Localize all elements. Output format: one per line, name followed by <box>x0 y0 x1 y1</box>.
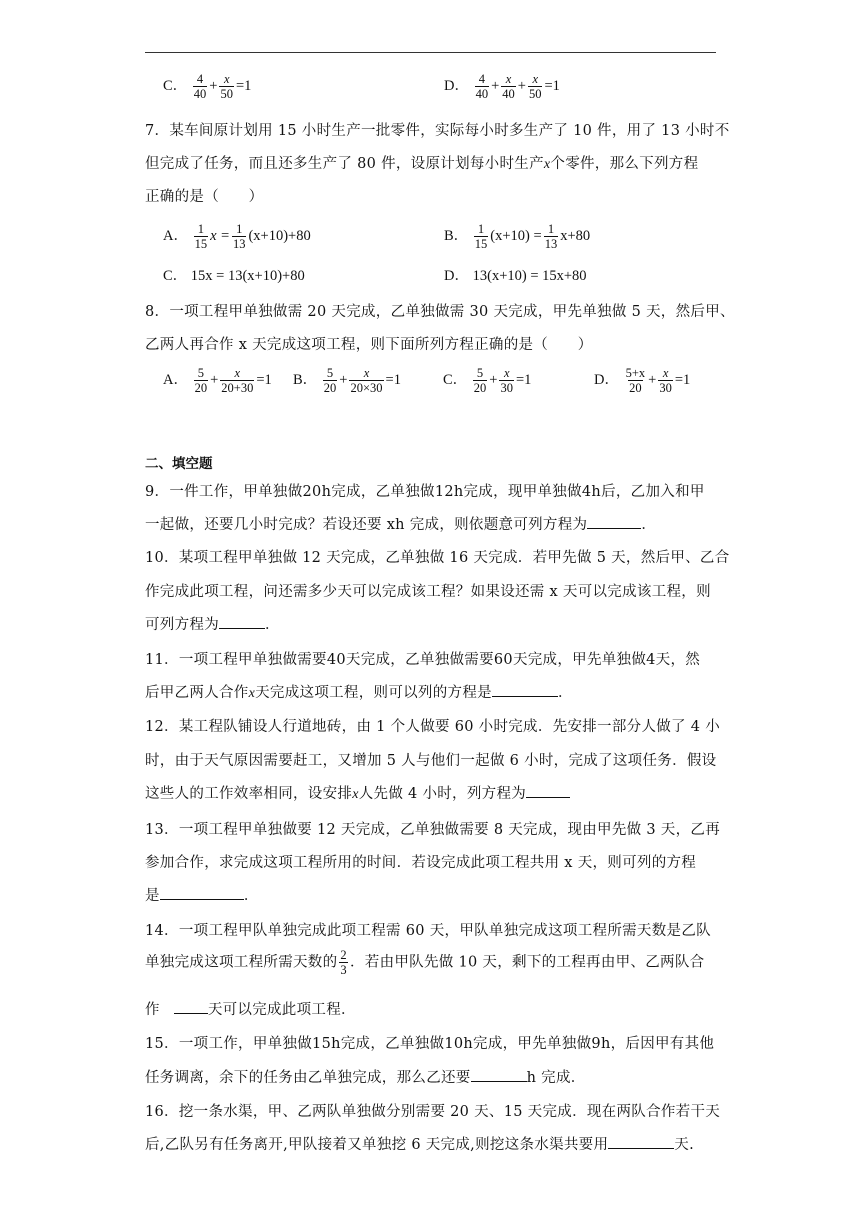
denominator: 50 <box>528 87 542 101</box>
text: h 完成． <box>526 1070 586 1086</box>
q11-line1: 11．一项工程甲单独做需要40天完成，乙单独做需要60天完成，甲先单独做4天，然 <box>145 652 701 668</box>
equation-rhs: =1 <box>674 371 691 388</box>
fraction <box>323 366 338 395</box>
option-label: B． <box>444 227 469 244</box>
fraction <box>625 366 647 395</box>
q14-line3 <box>145 998 356 1019</box>
q12-line1: 12．某工程队铺设人行道地砖，由 1 个人做要 60 小时完成．先安排一部分人做了 4 小 <box>145 719 721 735</box>
denominator: 30 <box>659 381 672 395</box>
text: 但完成了任务，而且还多生产了 80 件，设原计划每小时生产 <box>145 156 544 172</box>
text: 一起做，还要几小时完成？若设还要 xh 完成，则依题意可列方程为 <box>145 517 588 533</box>
fraction <box>219 72 234 101</box>
numerator: 1 <box>547 222 555 236</box>
section-heading: 二、填空题 <box>145 456 213 472</box>
numerator: 2 <box>340 948 347 962</box>
equation-rhs: =1 <box>385 371 401 388</box>
variable: x <box>352 787 359 802</box>
denominator: 3 <box>340 963 347 977</box>
fraction <box>499 366 514 395</box>
q12-line2: 时，由于天气原因需要赶工，又增加 5 人与他们一起做 6 小时，完成了这项任务．假设 <box>145 753 717 769</box>
header-rule <box>145 52 716 53</box>
q8-option-b[interactable]: B． $\frac{5}{20}$ + $\frac{x}{20\times 30}$ =1 <box>293 366 401 395</box>
denominator: 15 <box>474 237 488 251</box>
fraction <box>658 366 673 395</box>
fraction <box>194 222 209 251</box>
text: ． <box>243 888 259 904</box>
q13-line3 <box>145 884 259 905</box>
q14-line2 <box>145 948 704 977</box>
q16-line1: 16．挖一条水渠，甲、乙两队单独做分别需要 20 天、15 天完成．现在两队合作若干天 <box>145 1104 721 1120</box>
text: ．若由甲队先做 10 天，剩下的工程再由甲、乙两队合 <box>349 954 705 971</box>
q7-option-c[interactable] <box>163 264 305 285</box>
answer-blank[interactable] <box>587 514 641 529</box>
q13-line1: 13．一项工程甲单独做要 12 天完成，乙单独做需要 8 天完成，现由甲先做 3 天，乙再 <box>145 822 721 838</box>
option-label: A． <box>163 227 188 244</box>
numerator: 1 <box>236 222 243 236</box>
q7-option-d[interactable] <box>444 264 587 285</box>
fraction <box>501 72 516 101</box>
denominator: 15 <box>194 237 208 251</box>
numerator: 5 <box>326 366 334 380</box>
equation-rhs: =1 <box>256 371 272 388</box>
text: 天. <box>674 1137 694 1153</box>
fraction <box>232 222 247 251</box>
denominator: 20+30 <box>221 381 254 395</box>
q10-line1: 10．某项工程甲单独做 12 天完成，乙单独做 16 天完成．若甲先做 5 天，然后甲、乙合 <box>145 550 730 566</box>
text: 人先做 4 小时，列方程为 <box>358 786 527 802</box>
denominator: 30 <box>500 381 513 395</box>
q11-line2 <box>145 681 573 702</box>
fraction <box>475 72 490 101</box>
fraction <box>473 366 488 395</box>
answer-blank[interactable] <box>471 1067 527 1082</box>
fraction <box>220 366 254 395</box>
q7-line3: 正确的是（ ） <box>145 189 264 205</box>
q7-line2 <box>145 152 698 173</box>
fraction <box>339 948 348 977</box>
text: 单独完成这项工程所需天数的 <box>145 954 338 971</box>
answer-blank[interactable] <box>160 885 244 900</box>
denominator: 40 <box>475 87 489 101</box>
q8-line1: 8．一项工程甲单独做需 20 天完成，乙单独做需 30 天完成，甲先单独做 5 天，然后甲、 <box>145 304 735 320</box>
answer-blank[interactable] <box>492 682 558 697</box>
denominator: 20×30 <box>350 381 383 395</box>
text: ． <box>641 517 657 533</box>
equation-rhs: =1 <box>544 77 560 94</box>
numerator: 1 <box>477 222 485 236</box>
numerator: x <box>234 366 241 380</box>
option-label: B． <box>293 371 318 388</box>
answer-blank[interactable] <box>608 1134 674 1149</box>
numerator: 1 <box>197 222 204 236</box>
fraction <box>528 72 543 101</box>
q6-option-d[interactable]: D． $\frac{4}{40}$ + $\frac{x}{40}$ + $\frac{x}{50}$ =1 <box>444 72 560 101</box>
fraction <box>349 366 383 395</box>
text: 作 <box>145 1002 160 1018</box>
denominator: 20 <box>194 381 208 395</box>
q6-option-c[interactable]: C． $\frac{4}{40}$ + $\frac{x}{50}$ =1 <box>163 72 252 101</box>
fraction <box>544 222 559 251</box>
equation: 15x = 13(x+10)+80 <box>190 268 305 284</box>
option-label: C． <box>443 371 468 388</box>
numerator: 4 <box>196 72 204 86</box>
text: ． <box>265 617 280 633</box>
option-label: C． <box>163 268 188 284</box>
option-label: D． <box>444 77 469 94</box>
q13-line2: 参加合作，求完成这项工程所用的时间．若设完成此项工程共用 x 天，则可列的方程 <box>145 855 697 871</box>
q12-line3 <box>145 782 570 803</box>
q10-line3 <box>145 613 280 634</box>
q15-line2 <box>145 1066 586 1087</box>
fraction <box>194 366 209 395</box>
expression: (x+10)+80 <box>248 227 311 244</box>
numerator: 4 <box>478 72 485 86</box>
expression: x = <box>210 227 230 244</box>
q7-line1: 7．某车间原计划用 15 小时生产一批零件，实际每小时多生产了 10 件，用了 13 小时不 <box>145 123 730 139</box>
answer-blank[interactable] <box>526 783 570 798</box>
variable: x <box>543 157 551 172</box>
q9-line2 <box>145 513 656 534</box>
text: 可列方程为 <box>145 617 219 633</box>
denominator: 20 <box>473 381 487 395</box>
q8-option-d[interactable]: D． $\frac{5+x}{20}$ + $\frac{x}{30}$ =1 <box>594 366 691 395</box>
expression: (x+10) = <box>490 227 542 244</box>
option-label: C． <box>163 77 188 94</box>
text: 天完成这项工程，则可以列的方程是 <box>255 685 492 701</box>
denominator: 13 <box>544 237 558 251</box>
text: 这些人的工作效率相同，设安排 <box>145 786 353 802</box>
denominator: 50 <box>220 87 233 101</box>
text: 是 <box>145 888 160 904</box>
q7-option-a[interactable] <box>163 222 311 251</box>
denominator: 40 <box>193 87 207 101</box>
text: 天可以完成此项工程． <box>207 1002 356 1018</box>
q7-option-b[interactable] <box>444 222 590 251</box>
q14-line1: 14．一项工程甲队单独完成此项工程需 60 天，甲队单独完成这项工程所需天数是乙队 <box>145 923 711 939</box>
equation-rhs: =1 <box>235 77 252 94</box>
numerator: x <box>363 366 370 380</box>
numerator: 5 <box>197 366 204 380</box>
denominator: 20 <box>629 381 642 395</box>
numerator: x <box>503 366 510 380</box>
numerator: 5 <box>476 366 484 380</box>
q10-line2: 作完成此项工程，问还需多少天可以完成该工程？如果设还需 x 天可以完成该工程，则 <box>145 584 711 600</box>
numerator: 5+x <box>625 366 646 380</box>
fraction <box>474 222 489 251</box>
answer-blank[interactable] <box>219 614 265 629</box>
text: 后甲乙两人合作 <box>145 685 249 701</box>
denominator: 20 <box>323 381 337 395</box>
expression: x+80 <box>560 227 591 244</box>
option-label: A． <box>163 371 188 388</box>
numerator: x <box>532 72 539 86</box>
variable: x <box>248 686 256 701</box>
text: ． <box>557 685 573 701</box>
text: 个零件，那么下列方程 <box>550 156 699 172</box>
q9-line1: 9．一件工作，甲单独做20h完成，乙单独做12h完成，现甲单独做4h后，乙加入和甲 <box>145 484 705 500</box>
q16-line2 <box>145 1133 694 1154</box>
numerator: x <box>505 72 512 86</box>
q8-line2: 乙两人再合作 x 天完成这项工程，则下面所列方程正确的是（ ） <box>145 337 593 353</box>
equation: 13(x+10) = 15x+80 <box>472 268 587 284</box>
fraction <box>193 72 208 101</box>
answer-blank[interactable] <box>174 999 208 1014</box>
q15-line1: 15．一项工作，甲单独做15h完成，乙单独做10h完成，甲先单独做9h，后因甲有其他 <box>145 1036 715 1052</box>
text: 后,乙队另有任务离开,甲队接着又单独挖 6 天完成,则挖这条水渠共要用 <box>145 1137 609 1153</box>
option-label: D． <box>594 371 619 388</box>
q8-option-a[interactable]: A． $\frac{5}{20}$ + $\frac{x}{20+30}$ =1 <box>163 366 272 395</box>
equation-rhs: =1 <box>515 371 532 388</box>
numerator: x <box>223 72 230 86</box>
option-label: D． <box>444 268 469 284</box>
denominator: 40 <box>502 87 515 101</box>
numerator: x <box>662 366 669 380</box>
text: 任务调离，余下的任务由乙单独完成，那么乙还要 <box>145 1070 471 1086</box>
denominator: 13 <box>232 237 246 251</box>
q8-option-c[interactable]: C． $\frac{5}{20}$ + $\frac{x}{30}$ =1 <box>443 366 532 395</box>
